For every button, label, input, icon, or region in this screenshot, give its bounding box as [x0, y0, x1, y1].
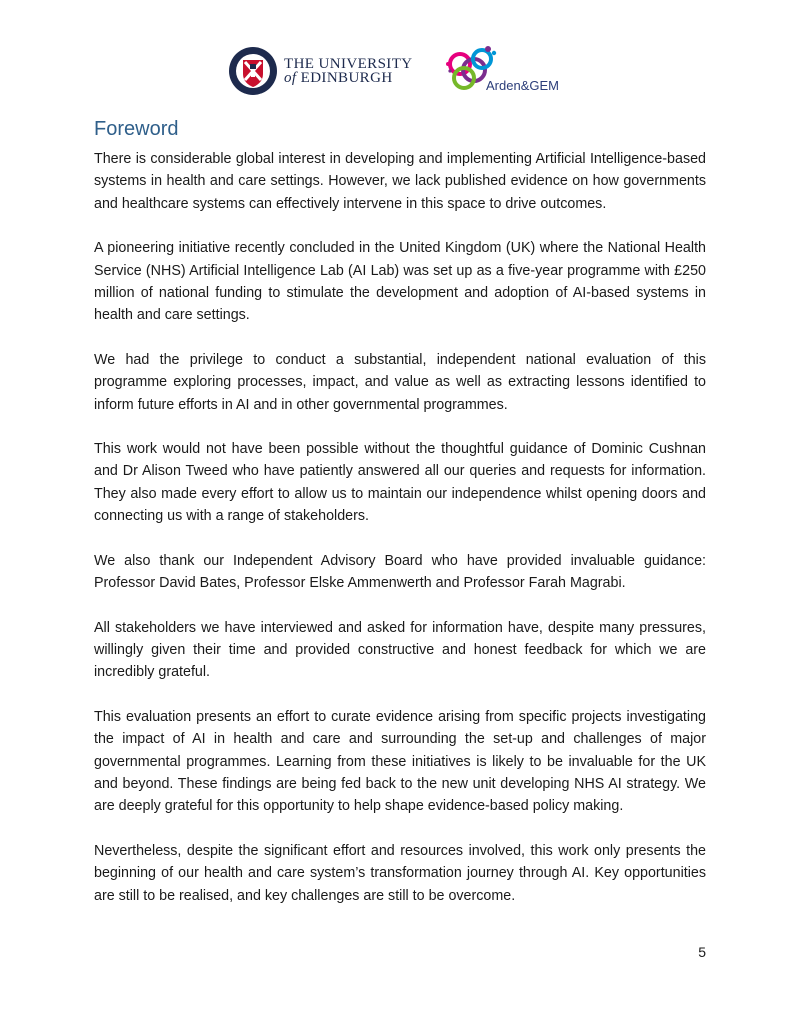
university-name-line2 [284, 71, 413, 85]
paragraph: We had the privilege to conduct a substantial, independent national evaluation of this programme exploring processes, impact, and value as well as extracting lessons identified to inform future efforts in AI and in other governmental programmes. [94, 351, 706, 413]
page-title: Foreword [94, 118, 179, 140]
university-name [284, 57, 413, 85]
university-name-of: of [284, 70, 297, 86]
foreword-body [94, 148, 706, 929]
university-name-line1: THE UNIVERSITY [284, 56, 413, 72]
university-name-edinburgh: EDINBURGH [300, 70, 393, 86]
paragraph: This work would not have been possible without the thoughtful guidance of Dominic Cushnan and Dr Alison Tweed who have patiently answered all our queries and requests for information. They also made every effort to allow us to maintain our independence whilst opening doors and connecting us with a range of stakeholders. [94, 441, 706, 525]
paragraph: This evaluation presents an effort to curate evidence arising from specific projects investigating the impact of AI in health and care and surrounding the set-up and challenges of major governmental programmes. Learning from these initiatives is likely to be invaluable for the UK and beyond. These findings are being fed back to the new unit developing NHS AI strategy. We are deeply grateful for this opportunity to help shape evidence-based policy making. [94, 708, 706, 815]
paragraph: Nevertheless, despite the significant effort and resources involved, this work only presents the beginning of our health and care system’s transformation journey through AI. Key opportunities are still to be realised, and key challenges are still to be overcome. [94, 842, 706, 904]
arden-gem-logo [444, 44, 584, 98]
paragraph: We also thank our Independent Advisory Board who have provided invaluable guidance: Professor David Bates, Professor Elske Ammenwerth and Professor Farah Magrabi. [94, 552, 706, 592]
header-logos [0, 44, 800, 100]
university-of-edinburgh-logo [228, 46, 428, 98]
paragraph: A pioneering initiative recently concluded in the United Kingdom (UK) where the National Health Service (NHS) Artificial Intelligence Lab (AI Lab) was set up as a five-year programme with £250 million of national funding to stimulate the development and adoption of AI-based systems in health and care settings. [94, 240, 706, 324]
page-number: 5 [698, 944, 706, 960]
paragraph: There is considerable global interest in developing and implementing Artificial Intelligence-based systems in health and care settings. However, we lack published evidence on how governments and healthcare systems can effectively intervene in this space to drive outcomes. [94, 151, 706, 212]
arden-gem-name: Arden&GEM [486, 78, 559, 93]
edinburgh-crest-icon [228, 46, 278, 96]
paragraph: All stakeholders we have interviewed and asked for information have, despite many pressures, willingly given their time and provided constructive and honest feedback for which we are incredibly grateful. [94, 619, 706, 681]
